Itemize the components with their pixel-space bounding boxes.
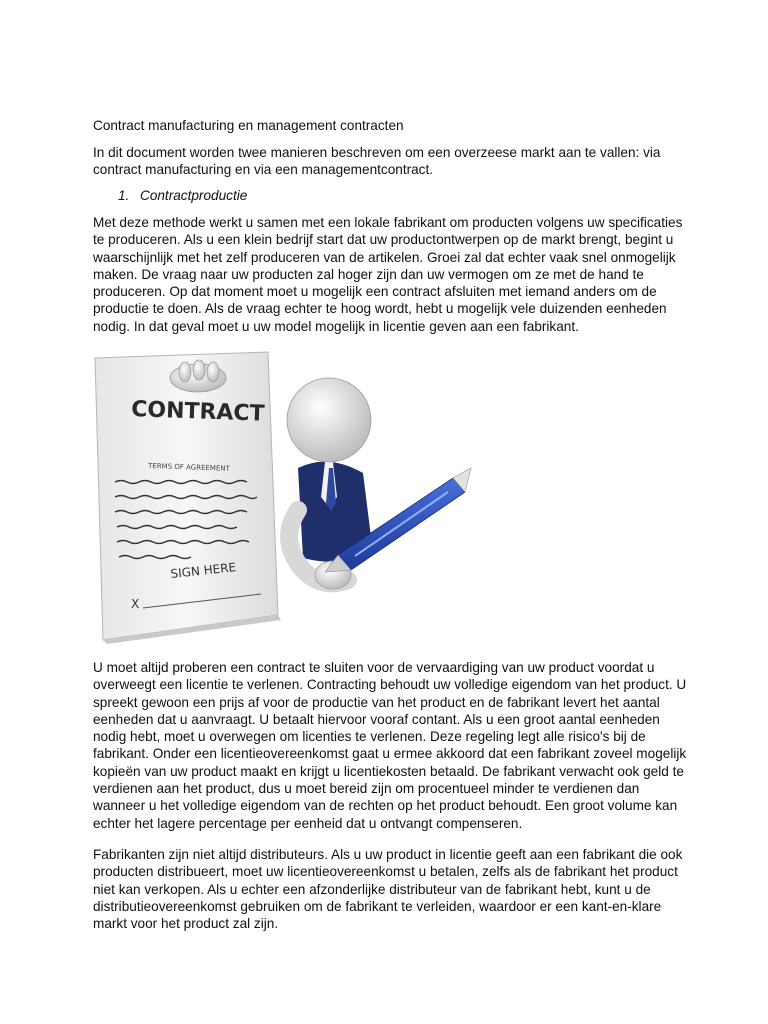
paragraph-line: verdienen aan het product, dus u moet bereid zijn om procentueel minder te verdienen dan <box>93 781 640 797</box>
intro-paragraph <box>93 144 683 179</box>
section-heading <box>118 188 247 203</box>
paragraph-line: Fabrikanten zijn niet altijd distributeurs. Als u uw product in licentie geeft aan een fabrikant die ook <box>93 847 683 862</box>
paragraph-line: spreekt gewoon een prijs af voor de productie van het product en de fabrikant levert het aantal <box>93 694 660 710</box>
paragraph-line: nodig hebt, moet u overwegen om licenties te verlenen. Deze regeling legt alle risico's bij de <box>93 729 646 745</box>
paragraph-line: nodig. In dat geval moet u uw model mogelijk in licentie geven aan een fabrikant. <box>93 318 579 334</box>
document-title: Contract manufacturing en management contracten <box>93 118 404 133</box>
section-label: Contractproductie <box>140 188 248 203</box>
paragraph-line: eenheden dat u aanvraagt. U betaalt hiervoor vooraf contant. Als u een groot aantal eenheden <box>93 711 660 727</box>
paragraph-2 <box>93 659 687 832</box>
x-mark: X <box>131 597 140 611</box>
paragraph-line: Met deze methode werkt u samen met een lokale fabrikant om producten volgens uw specificaties <box>93 215 683 230</box>
intro-line: contract manufacturing en via een managementcontract. <box>93 162 434 178</box>
paragraph-1 <box>93 214 683 335</box>
paragraph-line: echter het lagere percentage per eenheid dat u ontvangt compenseren. <box>93 815 523 831</box>
paragraph-line: te produceren. Als u een klein bedrijf start dat uw productontwerpen op de markt brengt, begint u <box>93 232 674 248</box>
paragraph-line: overweegt een licentie te verlenen. Contracting behoudt uw volledige eigendom van het product. U <box>93 677 687 693</box>
paragraph-line: fabrikant. Onder een licentieovereenkomst gaat u ermee akkoord dat een fabrikant zoveel mogelijk <box>93 746 687 762</box>
paragraph-3 <box>93 846 683 932</box>
paragraph-line: wanneer u het volledige eigendom van de rechten op het product behoudt. Een groot volume kan <box>93 798 678 814</box>
paragraph-line: kopieën van uw product maakt en krijgt u licentiekosten betaald. De fabrikant verwacht ook geld te <box>93 763 684 779</box>
contract-illustration <box>93 350 473 645</box>
section-number: 1. <box>118 188 130 203</box>
paragraph-line: productie te doen. Als de vraag echter te hoog wordt, hebt u mogelijk vele duizenden eenheden <box>93 301 667 317</box>
paragraph-line: U moet altijd proberen een contract te sluiten voor de vervaardiging van uw product voordat u <box>93 660 655 675</box>
paragraph-line: niet kan verkopen. Als u echter een afzonderlijke distributeur van de fabrikant hebt, kunt u de <box>93 881 651 897</box>
paragraph-line: producten distribueert, moet uw licentieovereenkomst u betalen, zelfs als de fabrikant het product <box>93 864 678 880</box>
paragraph-line: markt voor het product zal zijn. <box>93 916 279 932</box>
terms-subheading: TERMS OF AGREEMENT <box>147 462 230 473</box>
intro-line: In dit document worden twee manieren beschreven om een overzeese markt aan te vallen: via <box>93 145 661 160</box>
paragraph-line: waarschijnlijk met het zelf produceren van de artikelen. Groei zal dat echter vaak snel onmogelijk <box>93 249 676 265</box>
paragraph-line: distributieovereenkomst gebruiken om de fabrikant te verleiden, waardoor er een kant-en-klare <box>93 898 662 914</box>
paragraph-line: maken. De vraag naar uw producten zal hoger zijn dan uw vermogen om ze met de hand te <box>93 266 644 282</box>
sign-here-label: SIGN HERE <box>169 560 237 581</box>
contract-heading: CONTRACT <box>130 397 265 427</box>
paragraph-line: produceren. Op dat moment moet u mogelijk een contract afsluiten met iemand anders om de <box>93 284 657 300</box>
